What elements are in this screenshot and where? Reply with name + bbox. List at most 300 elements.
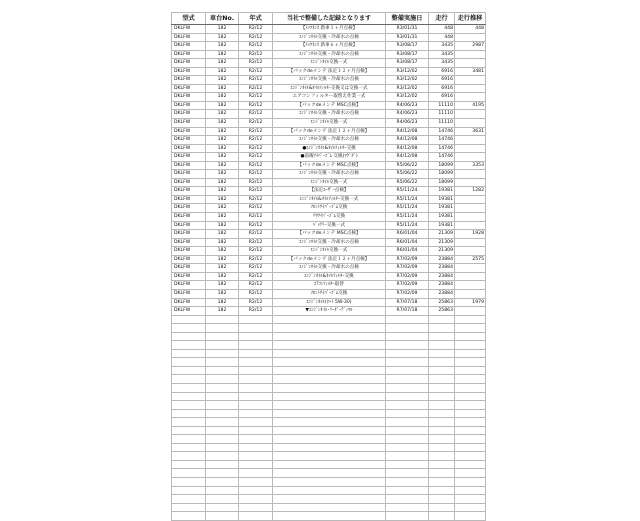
- table-row: [172, 247, 486, 256]
- empty-row: [172, 477, 486, 486]
- cell-type: DKLFW: [172, 272, 206, 281]
- cell-note: ｴﾝｼﾞﾝｵｲﾙ交換・冷却水の点検: [273, 264, 386, 273]
- cell-year: R2/12: [239, 272, 273, 281]
- empty-cell: [172, 495, 206, 504]
- cell-unit-no: 182: [206, 264, 239, 273]
- table-row: [172, 204, 486, 213]
- cell-note: 【パックdeメンテ MSC点検】: [273, 101, 386, 110]
- empty-row: [172, 315, 486, 324]
- empty-cell: [172, 349, 206, 358]
- cell-type: DKLFW: [172, 101, 206, 110]
- cell-year: R2/12: [239, 187, 273, 196]
- cell-date: R6/01/04: [386, 238, 429, 247]
- empty-cell: [239, 375, 273, 384]
- cell-year: R2/12: [239, 170, 273, 179]
- cell-type: DKLFW: [172, 298, 206, 307]
- empty-cell: [455, 495, 486, 504]
- cell-mileage: 23884: [429, 289, 455, 298]
- cell-date: R4/06/23: [386, 110, 429, 119]
- cell-note: ﾌﾛﾝﾄﾜｲﾊﾟｰｺﾞﾑ交換: [273, 289, 386, 298]
- cell-date: R3/08/17: [386, 50, 429, 59]
- empty-row: [172, 418, 486, 427]
- cell-mileage: 19381: [429, 187, 455, 196]
- cell-year: R2/12: [239, 119, 273, 128]
- empty-cell: [172, 324, 206, 333]
- empty-cell: [429, 452, 455, 461]
- cell-type: DKLFW: [172, 230, 206, 239]
- empty-cell: [206, 375, 239, 384]
- empty-cell: [206, 460, 239, 469]
- cell-unit-no: 182: [206, 307, 239, 316]
- empty-cell: [273, 418, 386, 427]
- empty-cell: [239, 452, 273, 461]
- cell-unit-no: 182: [206, 33, 239, 42]
- empty-cell: [429, 477, 455, 486]
- empty-cell: [239, 401, 273, 410]
- cell-date: R4/12/08: [386, 136, 429, 145]
- empty-cell: [273, 469, 386, 478]
- cell-note: ﾘﾔﾜｲﾊﾟｰｺﾞﾑ交換: [273, 213, 386, 222]
- cell-type: DKLFW: [172, 213, 206, 222]
- table-row: [172, 195, 486, 204]
- cell-distance: [455, 144, 486, 153]
- cell-date: R4/12/08: [386, 144, 429, 153]
- empty-cell: [273, 366, 386, 375]
- cell-year: R2/12: [239, 307, 273, 316]
- cell-mileage: 448: [429, 25, 455, 34]
- cell-note: ｴﾝｼﾞﾝｵｲﾙ&ｵｲﾙﾌｨﾙﾀｰ交換: [273, 272, 386, 281]
- empty-cell: [386, 392, 429, 401]
- empty-cell: [386, 324, 429, 333]
- table-row: [172, 110, 486, 119]
- empty-cell: [429, 435, 455, 444]
- cell-unit-no: 182: [206, 59, 239, 68]
- empty-cell: [273, 486, 386, 495]
- cell-distance: [455, 59, 486, 68]
- cell-unit-no: 182: [206, 195, 239, 204]
- cell-type: DKLFW: [172, 289, 206, 298]
- table-row: [172, 144, 486, 153]
- table-row: [172, 289, 486, 298]
- empty-cell: [172, 392, 206, 401]
- header-type: 型式: [172, 13, 206, 25]
- cell-note: ｴﾝｼﾞﾝｵｲﾙ(ﾈｯﾄ 5W-30): [273, 298, 386, 307]
- empty-cell: [386, 460, 429, 469]
- empty-cell: [386, 452, 429, 461]
- header-row: [172, 13, 486, 25]
- table-row: [172, 221, 486, 230]
- cell-distance: [455, 238, 486, 247]
- cell-note: ｴｱｺﾝﾌｨﾙﾀｰ取替: [273, 281, 386, 290]
- empty-row: [172, 426, 486, 435]
- empty-row: [172, 349, 486, 358]
- empty-cell: [455, 375, 486, 384]
- empty-cell: [273, 495, 386, 504]
- table-row: [172, 42, 486, 51]
- cell-year: R2/12: [239, 221, 273, 230]
- empty-cell: [239, 503, 273, 512]
- cell-mileage: 448: [429, 33, 455, 42]
- cell-year: R2/12: [239, 42, 273, 51]
- empty-cell: [455, 460, 486, 469]
- cell-type: DKLFW: [172, 50, 206, 59]
- empty-cell: [273, 383, 386, 392]
- empty-cell: [429, 486, 455, 495]
- empty-cell: [206, 401, 239, 410]
- empty-cell: [455, 503, 486, 512]
- empty-cell: [239, 486, 273, 495]
- cell-note: エアコンフィルター取替え作業一式: [273, 93, 386, 102]
- cell-type: DKLFW: [172, 59, 206, 68]
- empty-cell: [206, 332, 239, 341]
- cell-mileage: 23884: [429, 272, 455, 281]
- cell-note: ｴﾝｼﾞﾝｵｲﾙ交換・冷却水の点検: [273, 238, 386, 247]
- cell-type: DKLFW: [172, 93, 206, 102]
- cell-unit-no: 182: [206, 238, 239, 247]
- cell-type: DKLFW: [172, 195, 206, 204]
- cell-distance: 3481: [455, 67, 486, 76]
- empty-cell: [273, 349, 386, 358]
- empty-cell: [273, 435, 386, 444]
- empty-cell: [172, 383, 206, 392]
- empty-row: [172, 495, 486, 504]
- empty-cell: [172, 375, 206, 384]
- cell-note: 【ﾒｯｸﾈﾝｽ 新車１ヶ月点検】: [273, 25, 386, 34]
- table-row: [172, 93, 486, 102]
- empty-cell: [429, 401, 455, 410]
- cell-year: R2/12: [239, 93, 273, 102]
- cell-mileage: 18099: [429, 161, 455, 170]
- header-year: 年式: [239, 13, 273, 25]
- empty-cell: [206, 324, 239, 333]
- empty-cell: [386, 512, 429, 521]
- cell-note: ｴﾝｼﾞﾝｵｲﾙ&ｵｲﾙﾌｨﾙﾀｰ交換又は交換一式: [273, 84, 386, 93]
- empty-cell: [455, 332, 486, 341]
- empty-cell: [239, 409, 273, 418]
- empty-cell: [455, 341, 486, 350]
- cell-mileage: 14746: [429, 127, 455, 136]
- table-row: [172, 230, 486, 239]
- cell-date: R7/02/09: [386, 289, 429, 298]
- empty-cell: [206, 409, 239, 418]
- empty-cell: [455, 366, 486, 375]
- cell-unit-no: 182: [206, 204, 239, 213]
- cell-date: R4/06/23: [386, 101, 429, 110]
- cell-date: R7/02/09: [386, 264, 429, 273]
- cell-type: DKLFW: [172, 25, 206, 34]
- cell-unit-no: 182: [206, 178, 239, 187]
- cell-distance: 1979: [455, 298, 486, 307]
- table-row: [172, 307, 486, 316]
- table-row: [172, 127, 486, 136]
- cell-distance: [455, 195, 486, 204]
- cell-type: DKLFW: [172, 204, 206, 213]
- cell-type: DKLFW: [172, 307, 206, 316]
- empty-cell: [206, 452, 239, 461]
- table-row: [172, 238, 486, 247]
- empty-cell: [429, 469, 455, 478]
- empty-cell: [429, 349, 455, 358]
- cell-type: DKLFW: [172, 178, 206, 187]
- cell-date: R4/12/08: [386, 153, 429, 162]
- empty-cell: [239, 341, 273, 350]
- empty-row: [172, 503, 486, 512]
- cell-date: R5/11/24: [386, 187, 429, 196]
- empty-cell: [386, 426, 429, 435]
- cell-note: ｴﾝｼﾞﾝｵｲﾙ交換・冷却水の点検: [273, 110, 386, 119]
- empty-cell: [172, 366, 206, 375]
- cell-distance: 1928: [455, 230, 486, 239]
- cell-mileage: 21309: [429, 238, 455, 247]
- cell-type: DKLFW: [172, 67, 206, 76]
- cell-year: R2/12: [239, 136, 273, 145]
- cell-type: DKLFW: [172, 281, 206, 290]
- cell-note: ●ｴﾝｼﾞﾝｵｲﾙ&ｵｲﾙﾌｨﾙﾀｰ交換: [273, 144, 386, 153]
- cell-note: ●前後ﾜｲﾊﾟｰｺﾞﾑ 交換(ﾏｸﾞﾀﾞ): [273, 153, 386, 162]
- empty-cell: [273, 426, 386, 435]
- cell-mileage: 6916: [429, 93, 455, 102]
- cell-note: ｴﾝｼﾞﾝｵｲﾙ交換・冷却水の点検: [273, 76, 386, 85]
- empty-cell: [386, 315, 429, 324]
- empty-cell: [239, 460, 273, 469]
- empty-cell: [273, 443, 386, 452]
- empty-cell: [172, 315, 206, 324]
- maintenance-record-sheet: [171, 12, 484, 521]
- empty-cell: [206, 383, 239, 392]
- header-distance: 走行推移: [455, 13, 486, 25]
- cell-distance: [455, 33, 486, 42]
- cell-unit-no: 182: [206, 67, 239, 76]
- cell-type: DKLFW: [172, 76, 206, 85]
- cell-mileage: 3435: [429, 42, 455, 51]
- table-body: [172, 25, 486, 521]
- cell-distance: [455, 136, 486, 145]
- cell-date: R5/06/22: [386, 161, 429, 170]
- empty-cell: [455, 358, 486, 367]
- table-row: [172, 67, 486, 76]
- empty-cell: [239, 366, 273, 375]
- cell-year: R2/12: [239, 230, 273, 239]
- cell-distance: [455, 264, 486, 273]
- cell-note: ｴﾝｼﾞﾝｵｲﾙ交換一式: [273, 247, 386, 256]
- empty-row: [172, 366, 486, 375]
- cell-date: R7/07/18: [386, 298, 429, 307]
- empty-row: [172, 469, 486, 478]
- cell-mileage: 14746: [429, 153, 455, 162]
- empty-cell: [206, 366, 239, 375]
- cell-unit-no: 182: [206, 42, 239, 51]
- cell-mileage: 3435: [429, 59, 455, 68]
- cell-distance: 3353: [455, 161, 486, 170]
- empty-cell: [429, 503, 455, 512]
- empty-row: [172, 332, 486, 341]
- cell-unit-no: 182: [206, 144, 239, 153]
- cell-year: R2/12: [239, 25, 273, 34]
- empty-cell: [239, 418, 273, 427]
- empty-cell: [172, 409, 206, 418]
- cell-note: 【ﾒｯｸﾈﾝｽ 新車６ヶ月点検】: [273, 42, 386, 51]
- cell-type: DKLFW: [172, 136, 206, 145]
- cell-mileage: 21309: [429, 230, 455, 239]
- header-unit-no: 車台No.: [206, 13, 239, 25]
- empty-cell: [429, 512, 455, 521]
- empty-cell: [455, 383, 486, 392]
- empty-cell: [429, 358, 455, 367]
- empty-cell: [429, 495, 455, 504]
- cell-unit-no: 182: [206, 153, 239, 162]
- empty-cell: [429, 383, 455, 392]
- cell-type: DKLFW: [172, 153, 206, 162]
- cell-unit-no: 182: [206, 298, 239, 307]
- empty-cell: [239, 495, 273, 504]
- empty-cell: [172, 401, 206, 410]
- empty-cell: [239, 358, 273, 367]
- cell-distance: 3631: [455, 127, 486, 136]
- cell-note: ▼ｴﾝｼﾞﾝｵｲﾙ･ﾘｰﾀﾞｰﾃﾞｨﾏﾙ: [273, 307, 386, 316]
- table-row: [172, 161, 486, 170]
- empty-row: [172, 452, 486, 461]
- cell-type: DKLFW: [172, 255, 206, 264]
- cell-unit-no: 182: [206, 76, 239, 85]
- empty-cell: [239, 349, 273, 358]
- empty-cell: [239, 383, 273, 392]
- empty-cell: [206, 349, 239, 358]
- empty-cell: [273, 315, 386, 324]
- cell-mileage: 18099: [429, 170, 455, 179]
- empty-row: [172, 324, 486, 333]
- cell-date: R5/11/24: [386, 221, 429, 230]
- cell-date: R7/02/09: [386, 272, 429, 281]
- cell-year: R2/12: [239, 50, 273, 59]
- cell-note: 【パックdeメンテ MSC点検】: [273, 161, 386, 170]
- empty-cell: [239, 512, 273, 521]
- table-row: [172, 170, 486, 179]
- cell-distance: [455, 170, 486, 179]
- table-row: [172, 84, 486, 93]
- empty-cell: [386, 332, 429, 341]
- cell-type: DKLFW: [172, 161, 206, 170]
- empty-cell: [239, 324, 273, 333]
- cell-unit-no: 182: [206, 84, 239, 93]
- cell-type: DKLFW: [172, 187, 206, 196]
- cell-note: 【パックdeメンテ MSC点検】: [273, 230, 386, 239]
- cell-unit-no: 182: [206, 272, 239, 281]
- header-date: 整備実施日: [386, 13, 429, 25]
- empty-cell: [172, 477, 206, 486]
- empty-cell: [455, 435, 486, 444]
- cell-date: R5/06/22: [386, 170, 429, 179]
- empty-row: [172, 443, 486, 452]
- cell-unit-no: 182: [206, 289, 239, 298]
- cell-year: R2/12: [239, 289, 273, 298]
- cell-year: R2/12: [239, 84, 273, 93]
- cell-year: R2/12: [239, 195, 273, 204]
- cell-distance: [455, 307, 486, 316]
- cell-distance: [455, 93, 486, 102]
- empty-cell: [206, 495, 239, 504]
- empty-cell: [239, 426, 273, 435]
- empty-cell: [455, 469, 486, 478]
- empty-cell: [172, 503, 206, 512]
- empty-cell: [273, 452, 386, 461]
- empty-cell: [429, 460, 455, 469]
- empty-cell: [429, 426, 455, 435]
- cell-date: R3/12/02: [386, 84, 429, 93]
- empty-cell: [455, 443, 486, 452]
- cell-note: ｴﾝｼﾞﾝｵｲﾙ交換・冷却水の点検: [273, 170, 386, 179]
- cell-year: R2/12: [239, 76, 273, 85]
- maintenance-table: [171, 12, 486, 521]
- cell-note: ﾊﾞｯﾃﾘｰ交換一式: [273, 221, 386, 230]
- cell-distance: [455, 289, 486, 298]
- empty-cell: [206, 315, 239, 324]
- empty-cell: [386, 469, 429, 478]
- empty-cell: [172, 435, 206, 444]
- cell-unit-no: 182: [206, 127, 239, 136]
- cell-date: R3/08/17: [386, 42, 429, 51]
- cell-note: ｴﾝｼﾞﾝｵｲﾙ交換・冷却水の点検: [273, 50, 386, 59]
- empty-cell: [273, 358, 386, 367]
- empty-cell: [206, 486, 239, 495]
- empty-cell: [206, 426, 239, 435]
- cell-mileage: 25863: [429, 298, 455, 307]
- cell-date: R3/12/02: [386, 76, 429, 85]
- table-row: [172, 101, 486, 110]
- empty-cell: [172, 469, 206, 478]
- empty-cell: [386, 358, 429, 367]
- table-row: [172, 187, 486, 196]
- cell-unit-no: 182: [206, 101, 239, 110]
- cell-note: ｴﾝｼﾞﾝｵｲﾙ交換一式: [273, 119, 386, 128]
- empty-cell: [273, 324, 386, 333]
- cell-note: ﾌﾛﾝﾄﾜｲﾊﾟｰｺﾞﾑ交換: [273, 204, 386, 213]
- empty-cell: [172, 452, 206, 461]
- cell-note: ｴﾝｼﾞﾝｵｲﾙ交換一式: [273, 59, 386, 68]
- cell-mileage: 6916: [429, 67, 455, 76]
- cell-year: R2/12: [239, 255, 273, 264]
- table-row: [172, 213, 486, 222]
- cell-mileage: 23884: [429, 281, 455, 290]
- cell-unit-no: 182: [206, 25, 239, 34]
- cell-unit-no: 182: [206, 119, 239, 128]
- empty-cell: [429, 409, 455, 418]
- cell-year: R2/12: [239, 161, 273, 170]
- cell-year: R2/12: [239, 67, 273, 76]
- cell-unit-no: 182: [206, 170, 239, 179]
- empty-cell: [429, 324, 455, 333]
- cell-mileage: 19381: [429, 204, 455, 213]
- empty-cell: [455, 452, 486, 461]
- empty-cell: [172, 460, 206, 469]
- cell-distance: 4195: [455, 101, 486, 110]
- cell-year: R2/12: [239, 213, 273, 222]
- empty-cell: [455, 392, 486, 401]
- cell-date: R7/02/09: [386, 255, 429, 264]
- empty-cell: [429, 443, 455, 452]
- empty-cell: [273, 460, 386, 469]
- empty-cell: [239, 443, 273, 452]
- cell-unit-no: 182: [206, 281, 239, 290]
- cell-type: DKLFW: [172, 238, 206, 247]
- empty-cell: [455, 418, 486, 427]
- cell-year: R2/12: [239, 264, 273, 273]
- empty-cell: [172, 426, 206, 435]
- empty-cell: [429, 315, 455, 324]
- cell-date: R3/08/17: [386, 59, 429, 68]
- empty-cell: [386, 383, 429, 392]
- cell-unit-no: 182: [206, 136, 239, 145]
- table-row: [172, 272, 486, 281]
